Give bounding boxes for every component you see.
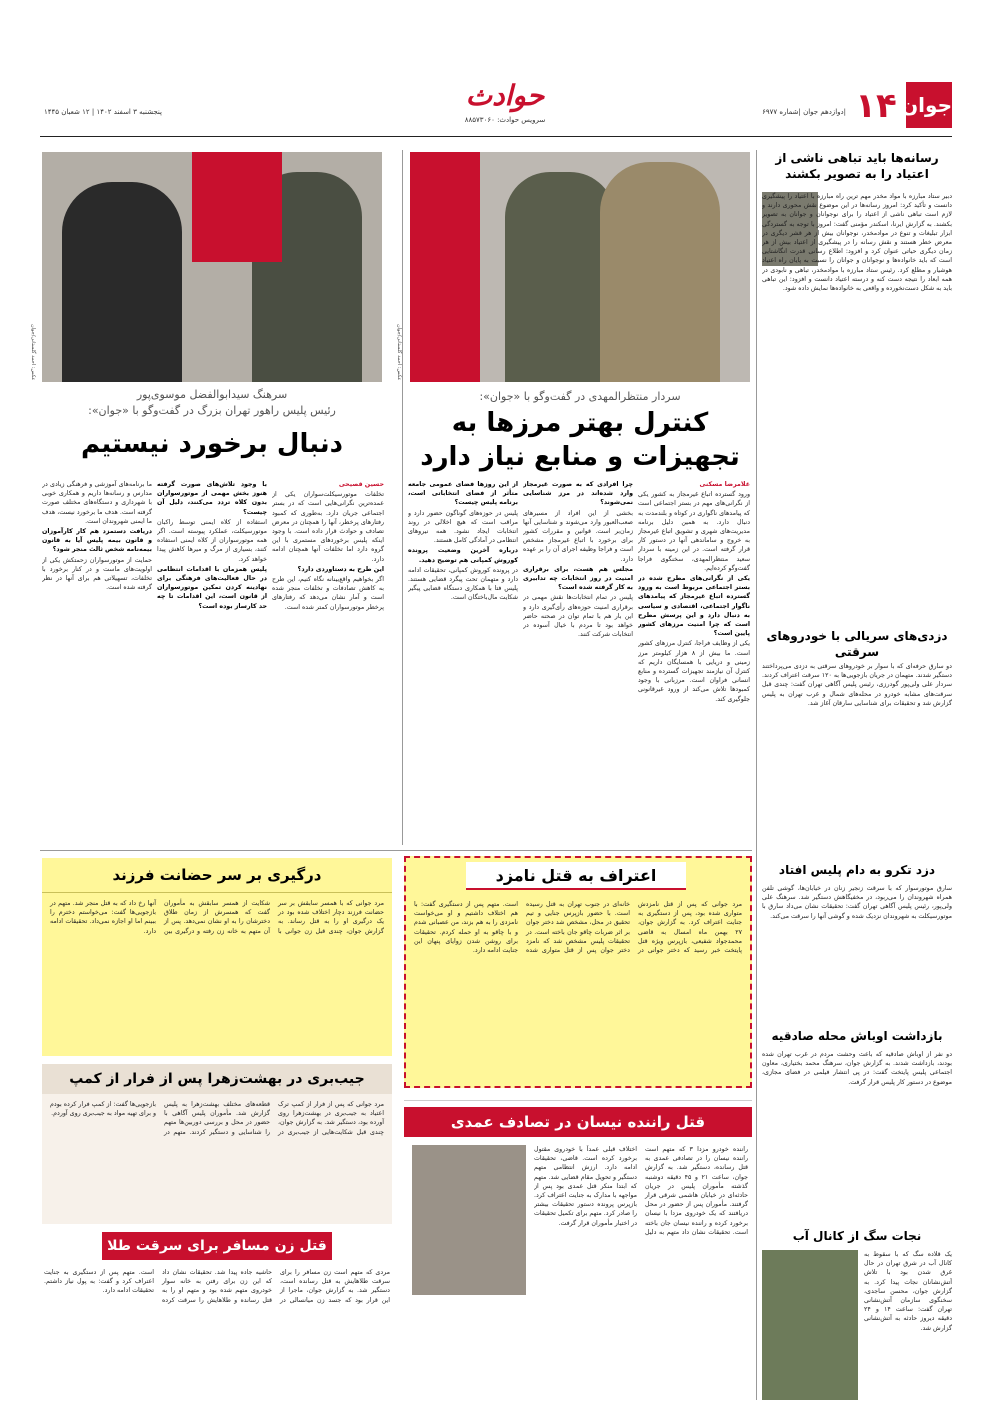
section-logo: حوادث	[465, 79, 545, 112]
rescue-title: نجات سگ از کانال آب	[792, 1229, 922, 1243]
gold-box	[42, 1232, 392, 1392]
issue-info: |دوازدهم جوان |شماره ۶۹۷۷	[762, 108, 846, 116]
interview2-subkicker: رئیس پلیس راهور تهران بزرگ در گفت‌وگو با «جوان»:	[88, 404, 336, 417]
nissan-title: قتل راننده نیسان در تصادف عمدی	[404, 1107, 752, 1137]
right-column	[762, 150, 952, 1400]
interview1-col-right	[638, 480, 750, 840]
interview2-byline: حسین قصیحی	[338, 481, 384, 488]
interview1-col-left	[408, 480, 518, 840]
interview2-col-right	[272, 480, 384, 840]
masthead-rule	[40, 136, 952, 137]
theft-text: دو سارق حرفه‌ای که با سوار بر خودروهای سرقتی به دزدی می‌پرداختند دستگیر شدند. متهمان در جریان بازجویی‌ها به ۱۲۰ سرقت اعتراف کردند. سردار علی ولی‌پور گودرزی، رئیس پلیس آگاهی تهران گفت: چندی قبل سرقت‌های مشابه خودرو در محله‌های شمال و غرب تهران به پلیس گزارش شد و تحقیقات برای شناسایی سارقان آغاز شد.	[762, 663, 952, 707]
reporter2-figure	[62, 182, 182, 382]
theft-title: دزدی‌های سریالی با خودروهای سرقتی	[766, 629, 948, 659]
interview2-title: دنبال برخورد نیستیم	[81, 429, 343, 459]
custody-title: درگیری بر سر حضانت فرزند	[42, 858, 392, 893]
custody-box	[42, 858, 392, 1056]
interview1-q4: از این روزها فضای عمومی جامعه متأثر از فضای انتخاباتی است، برنامه پلیس چیست؟	[408, 481, 518, 507]
nissan-box	[404, 1100, 752, 1396]
interview1-col-middle	[523, 480, 633, 840]
officer-figure	[505, 172, 615, 382]
detain-text: دو نفر از اوباش صادقیه که باعث وحشت مردم در غرب تهران شده بودند، بازداشت شدند. به گزارش جوان، سرهنگ محمد بختیاری، معاون اجتماعی پلیس پایتخت گفت: در پی انتشار فیلمی در فضای مجازی، موضوع در دستور کار پلیس قرار گرفت.	[762, 1051, 952, 1086]
pickpocket-box	[42, 1064, 392, 1224]
interview2-q1: این طرح به دستاوردی دارد؟	[297, 565, 384, 573]
column-divider	[756, 150, 757, 1400]
bride-title: اعتراف به قتل نامزد	[466, 862, 686, 890]
interview2-col-left	[42, 480, 152, 840]
interview1-a1: یکی از وظایف فراجا، کنترل مرزهای کشور است. ما بیش از ۸ هزار کیلومتر مرز زمینی و دریایی با همسایگان داریم که کنترل آن نیازمند تجهیزات گسترده و منابع انسانی فراوان است. مرزبانی با وجود کمبودها تلاش می‌کند از ورود غیرقانونی جلوگیری کند.	[638, 640, 750, 703]
interview2-intro: تخلفات موتورسیکلت‌سواران یکی از عمده‌ترین نگرانی‌هایی است که در بستر اجتماعی جریان دارد. به‌طوری که کمبود رفتارهای پرخطر، آنها را همچنان در معرض تصادف و حوادث قرار داده است. با وجود اینکه پلیس برخوردهای مستمری با این گروه دارد اما تخلفات آنها همچنان ادامه دارد.	[272, 491, 384, 563]
gold-title: قتل زن مسافر برای سرقت طلا	[102, 1232, 332, 1260]
interview1-a3: پلیس در تمام انتخابات‌ها نقش مهمی در برقراری امنیت حوزه‌های رأی‌گیری دارد و این بار هم با تمام توان در صحنه حاضر خواهد بود تا مردم با خیال آسوده در انتخابات شرکت کنند.	[523, 594, 633, 639]
interview1-byline: غلامرضا مسکنی	[699, 481, 750, 488]
interview2-q4: دریافت دستمزد هم کار کارآموزان و قانون بیمه پلیس آیا به قانون بیمه‌نامه شخص ثالث منجر شود؟	[42, 528, 152, 554]
interview1-credit: عکس: احمد گلستانی/جوان	[396, 323, 402, 380]
pickpocket-text: مرد جوانی که پس از فرار از کمپ ترک اعتیاد به جیب‌بری در بهشت‌زهرا روی آورده بود، دستگیر شد. به گزارش جوان، چندی قبل شکایت‌هایی از جیب‌بری در قطعه‌های مختلف بهشت‌زهرا به پلیس گزارش شد. مأموران پلیس آگاهی با حضور در محل و بررسی دوربین‌ها متهم را شناسایی و دستگیر کردند. متهم در بازجویی‌ها گفت: از کمپ فرار کرده بودم و برای تهیه مواد به جیب‌بری روی آوردم.	[50, 1101, 384, 1136]
rescue-text: یک قلاده سگ که با سقوط به کانال آب در شرق تهران در حال غرق شدن بود با تلاش آتش‌نشانان نجات پیدا کرد. به گزارش جوان، محسن ساجدی، سخنگوی سازمان آتش‌نشانی تهران گفت: ساعت ۱۴ و ۲۴ دقیقه دیروز حادثه به آتش‌نشانی گزارش شد.	[864, 1251, 952, 1332]
arrest-text: سارق موتورسوار که با سرقت زنجیر زنان در خیابان‌ها، گوشی تلفن همراه شهروندان را می‌ربود، در مخفیگاهش دستگیر شد. سرهنگ علی ولی‌پور، رئیس پلیس آگاهی تهران گفت: تحقیقات نشان می‌داد سارق با موتورسیکلت به شهروندان نزدیک شده و گوشی آنها را سرقت می‌کند.	[762, 885, 952, 920]
issue-date: پنجشنبه ۳ اسفند ۱۴۰۲ | ۱۲ شعبان ۱۴۴۵	[44, 108, 162, 116]
interview2-a3: ما برنامه‌های آموزشی و فرهنگی زیادی در مدارس و رسانه‌ها داریم و همکاری خوبی با شهرداری و دستگاه‌های مختلف صورت گرفته است. هدف ما برخورد نیست، هدف ما ایمنی شهروندان است.	[42, 481, 152, 525]
interview2-q2: با وجود تلاش‌های صورت گرفته هنوز بخش مهمی از موتورسواران بدون کلاه تردد می‌کنند، دلیل آن چیست؟	[157, 481, 267, 516]
media-title: رسانه‌ها باید تباهی ناشی از اعتیاد را به تصویر بکشند	[775, 151, 939, 181]
arrest-title: دزد تکرو به دام پلیس افتاد	[778, 863, 936, 877]
interview2-a1: اگر بخواهیم واقع‌بینانه نگاه کنیم، این طرح به کاهش تصادفات و تخلفات منجر شده است و آمار نشان می‌دهد که رفتارهای پرخطر موتورسواران کمتر شده است.	[272, 576, 384, 611]
interview1-a4: پلیس در حوزه‌های گوناگون حضور دارد و مراقب است که هیچ اخلالی در روند انتخابات ایجاد نشود. همه نیروهای انتظامی در آمادگی کامل هستند.	[408, 509, 518, 545]
interview2-col-middle	[157, 480, 267, 840]
section-phone: سرویس حوادث: ۸۸۵۷۳۰۶۰	[464, 116, 546, 124]
section-rule	[40, 850, 752, 851]
interview2-a2: استفاده از کلاه ایمنی توسط راکبان موتورسیکلت، عملکرد پیوسته است. اگر همه موتورسواران از کلاه ایمنی استفاده کنند، بسیاری از مرگ و میرها کاهش پیدا خواهد کرد.	[157, 518, 267, 563]
gold-text: مردی که متهم است زن مسافر را برای سرقت طلاهایش به قتل رسانده است، دستگیر شد. به گزارش جوان، ماجرا از این قرار بود که جسد زن میانسالی در حاشیه جاده پیدا شد. تحقیقات نشان داد که این زن برای رفتن به خانه سوار خودروی متهم شده بود و متهم او را به قتل رسانده و طلاهایش را سرقت کرده است. متهم پس از دستگیری به جنایت اعتراف کرد و گفت: به پول نیاز داشتم. تحقیقات ادامه دارد.	[44, 1269, 390, 1304]
reporter-figure	[600, 162, 720, 382]
nissan-photo	[412, 1145, 526, 1295]
wall-logo-panel-2	[192, 152, 282, 262]
masthead	[40, 79, 952, 134]
interview2-q3: پلیس همزمان با اقدامات انتظامی در حال فعالیت‌های فرهنگی برای نهادینه کردن تمکین موتورسواران از قانون است، این اقدامات تا چه حد کارساز بوده است؟	[157, 565, 267, 610]
bride-box	[404, 856, 752, 1088]
detain-title: بازداشت اوباش محله صادقیه	[771, 1029, 943, 1043]
wall-logo-panel	[410, 152, 480, 382]
interview-divider	[402, 150, 403, 845]
interview1-intro: ورود گسترده اتباع غیرمجاز به کشور یکی از نگرانی‌های مهم در بستر اجتماعی است که پیامدهای ناگواری در کوتاه و بلندمدت به دنبال دارد. به همین دلیل برنامه مدیریت‌های شهری و تشویق اتباع غیرمجاز به خروج و ساماندهی آنها در دستور کار قرار گرفته است. در این زمینه با سردار سعید منتظرالمهدی، سخنگوی فراجا گفت‌وگو کرده‌ایم.	[638, 491, 750, 572]
custody-text: مرد جوانی که با همسر سابقش بر سر حضانت فرزند دچار اختلاف شده بود در یک درگیری او را به قتل رساند. به گزارش جوان، چندی قبل زن جوانی با شکایت از همسر سابقش به مأموران گفت که همسرش از زمان طلاق دخترشان را به او نشان نمی‌دهد. پس از آن متهم به خانه زن رفته و درگیری بین آنها رخ داد که به قتل منجر شد. متهم در بازجویی‌ها گفت: می‌خواستم دخترم را ببینم اما او اجازه نمی‌داد. تحقیقات ادامه دارد.	[50, 900, 384, 935]
media-text: دبیر ستاد مبارزه با مواد مخدر مهم ترین راه مبارزه با اعتیاد را پیشگیری دانست و تأکید کرد: امروز رسانه‌ها در این موضوع نقش محوری دارند و لازم است تباهی ناشی از اعتیاد را برای نوجوانان و جوانان به تصویر بکشند. به گزارش ایرنا، اسکندر مؤمنی گفت: امروز با توجه به گستردگی ابزار تبلیغات و تنوع در موادمخدر، نوجوانان بیش از هر قشر دیگری در معرض خطر هستند و نقش رسانه را در پیشگیری از اعتیاد بیش از هر زمان دیگری حیاتی عنوان کرد و افزود: اطلاع رسانی قدرت انگاشتایی است که باید خانواده‌ها و نوجوانان و جوانان را نسبت به پایان راه اعتیاد هوشیار و مطلع کرد. رئیس ستاد مبارزه با موادمخدر، تباهی و نابودی در همه ابعاد را نتیجه دست کنه و درسته اعتیاد دانست و افزود: این تباهی باید به شکل دست‌نخورده و واقعی به خانواده‌ها نمایش داده شود.	[762, 193, 952, 293]
interview2-kicker: سرهنگ سیدابوالفضل موسوی‌پور	[136, 388, 288, 401]
interview1-a5: در پرونده کوروش کمپانی، تحقیقات ادامه دارد و متهمان تحت پیگرد قضایی هستند. پلیس فتا با همکاری دستگاه قضایی پیگیر شکایت مال‌باختگان است.	[408, 566, 518, 602]
interview1-q2: چرا افرادی که به صورت غیرمجاز وارد شده‌اند در مرز شناسایی نمی‌شوند؟	[523, 481, 633, 507]
interview2-credit: عکس: احمد گلستانی/جوان	[30, 323, 36, 380]
interview1-q3: مجلس هم هست، برای برقراری امنیت در روز انتخابات چه تدابیری به کار گرفته شده است؟	[523, 565, 633, 592]
nissan-text: راننده خودرو مزدا ۳ که متهم است راننده نیسان را در تصادفی عمدی به قتل رسانده، دستگیر شد. به گزارش جوان، ساعت ۲۱ و ۴۵ دقیقه دوشنبه گذشته مأموران پلیس در جریان حادثه‌ای در خیابان هاشمی شرقی قرار گرفتند. مأموران پس از حضور در محل دریافتند که یک خودروی مزدا با نیسان برخورد کرده و راننده نیسان جان باخته است. تحقیقات نشان داد متهم به دلیل اختلاف قبلی عمداً با خودروی مقتول برخورد کرده است. قاضی، تحقیقات ادامه دارد. ارزش انتظامی متهم دستگیر و تحویل مقام قضایی شد. متهم که ابتدا منکر قتل عمدی بود پس از مواجهه با مدارک به جنایت اعتراف کرد. بازپرس پرونده دستور تحقیقات بیشتر را صادر کرد. متهم برای تکمیل تحقیقات در اختیار مأموران قرار گرفت.	[534, 1146, 748, 1236]
interview1-title: کنترل بهتر مرزها به تجهیزات و منابع نیاز دارد	[420, 408, 740, 472]
rescue-photo	[762, 1250, 858, 1400]
interview2-photo	[42, 152, 382, 382]
pickpocket-title: جیب‌بری در بهشت‌زهرا پس از فرار از کمپ	[42, 1064, 392, 1094]
page-number: ۱۴	[855, 86, 897, 126]
bride-text: مرد جوانی که پس از قتل نامزدش متواری شده بود، پس از دستگیری به جنایت اعتراف کرد. به گزارش جوان، ۲۷ بهمن ماه امسال به قاضی محمدجواد شفیعی، بازپرس ویژه قتل پایتخت خبر رسید که دختر جوانی در خانه‌ای در جنوب تهران به قتل رسیده است. با حضور بازپرس جنایی و تیم تحقیق در محل، مشخص شد دختر جوان بر اثر ضربات چاقو جان باخته است. در تحقیقات پلیس مشخص شد که نامزد دختر جوان پس از قتل متواری شده است. متهم پس از دستگیری گفت: با هم اختلاف داشتیم و او می‌خواست نامزدی را به هم بزند، من عصبانی شدم و با چاقو به او حمله کردم. تحقیقات برای روشن شدن زوایای پنهان این جنایت ادامه دارد.	[414, 901, 742, 955]
interview1-a2: بخشی از این افراد از مسیرهای صعب‌العبور وارد می‌شوند و شناسایی آنها زمان‌بر است. قوانین و مقررات کشور برای برخورد با اتباع غیرمجاز مشخص است و فراجا وظیفه اجرای آن را بر عهده دارد.	[523, 509, 633, 563]
interview2-a4: حمایت از موتورسواران زحمتکش یکی از اولویت‌های ماست و در کنار برخورد با تخلفات، تسهیلاتی هم برای آنها در نظر گرفته شده است.	[42, 556, 152, 592]
newspaper-logo: جوان	[906, 82, 952, 128]
interview1-q5: درباره آخرین وضعیت پرونده کوروش کمپانی هم توضیح دهید.	[408, 547, 518, 564]
interview1-kicker: سردار منتظرالمهدی در گفت‌وگو با «جوان»:	[479, 390, 681, 403]
interview1-q1: یکی از نگرانی‌های مطرح شده در بستر اجتماعی مربوط است به ورود گسترده اتباع غیرمجاز که پیامدهای ناگوار اجتماعی، اقتصادی و سیاسی به دنبال دارد و این پرسش مطرح است که چرا امنیت مرزهای کشور پایین است؟	[638, 575, 750, 638]
interview1-photo	[410, 152, 750, 382]
